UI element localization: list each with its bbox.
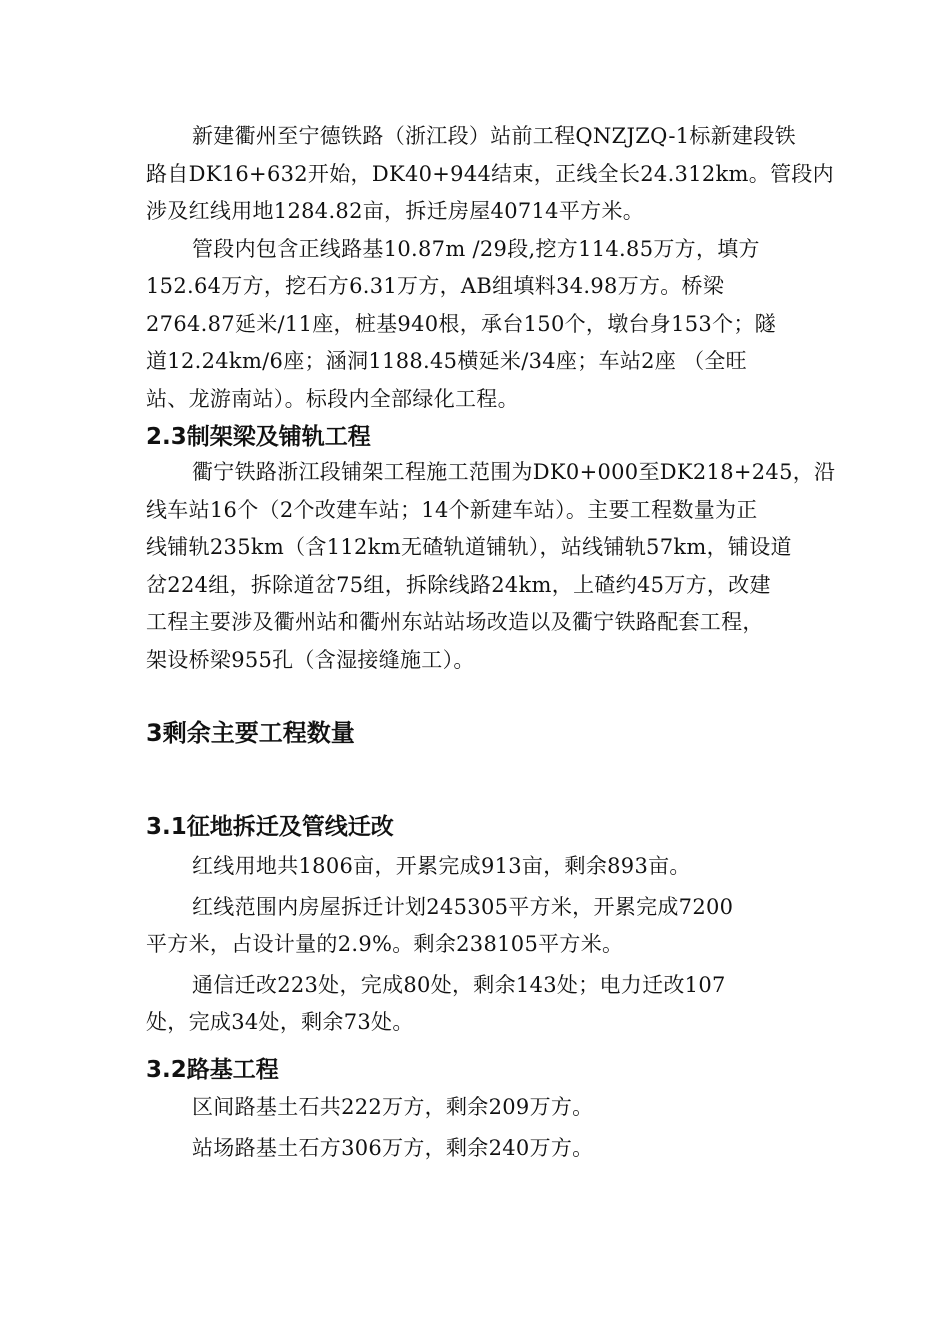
paragraph-land-use (146, 848, 806, 886)
text-line: 涉及红线用地1284.82亩，拆迁房屋40714平方米。 (146, 199, 645, 223)
text-line: 路自DK16+632开始，DK40+944结束，正线全长24.312km。管段内 (146, 161, 834, 186)
text-line: 线铺轨235km（含112km无碴轨道铺轨），站线铺轨57km，铺设道 (146, 535, 792, 559)
text-line: 衢宁铁路浙江段铺架工程施工范围为DK0+000至DK218+245，沿 (192, 460, 836, 484)
text-line: 新建衢州至宁德铁路（浙江段）站前工程QNZJZQ-1标新建段铁 (192, 124, 796, 148)
text-line: 通信迁改223处，完成80处，剩余143处；电力迁改107 (192, 972, 726, 997)
text-line: 152.64万方，挖石方6.31万方，AB组填料34.98万方。桥梁 (146, 274, 725, 298)
text-line: 工程主要涉及衢州站和衢州东站站场改造以及衢宁铁路配套工程， (146, 610, 764, 634)
text-line: 平方米，占设计量的2.9%。剩余238105平方米。 (146, 932, 624, 956)
paragraph-section-quantities (146, 231, 806, 419)
text-line: 道12.24km/6座；涵洞1188.45横延米/34座；车站2座 （全旺 (146, 349, 747, 373)
paragraph-track-laying (146, 454, 836, 679)
paragraph-project-overview (146, 118, 834, 231)
heading-3-2: 3.2路基工程 (146, 1056, 279, 1083)
text-line: 红线用地共1806亩，开累完成913亩，剩余893亩。 (192, 854, 691, 878)
paragraph-utility-relocation (146, 967, 806, 1042)
paragraph-house-demolition (146, 889, 806, 964)
text-line: 线车站16个（2个改建车站；14个新建车站）。主要工程数量为正 (146, 497, 758, 522)
text-line: 站场路基土石方306万方，剩余240万方。 (192, 1136, 594, 1160)
text-line: 区间路基土石共222万方，剩余209万方。 (192, 1094, 594, 1119)
text-line: 站、龙游南站）。标段内全部绿化工程。 (146, 386, 519, 411)
paragraph-station-earthwork (146, 1130, 806, 1168)
document-body (146, 118, 836, 1168)
paragraph-section-earthwork (146, 1089, 806, 1127)
text-line: 红线范围内房屋拆迁计划245305平方米，开累完成7200 (192, 894, 734, 919)
text-line: 架设桥梁955孔（含湿接缝施工）。 (146, 647, 475, 672)
text-line: 2764.87延米/11座，桩基940根，承台150个，墩台身153个；隧 (146, 311, 776, 336)
text-line: 处，完成34处，剩余73处。 (146, 1010, 414, 1034)
heading-3: 3剩余主要工程数量 (146, 719, 355, 747)
heading-3-1: 3.1征地拆迁及管线迁改 (146, 814, 394, 840)
text-line: 岔224组，拆除道岔75组，拆除线路24km，上碴约45万方，改建 (146, 572, 771, 597)
text-line: 管段内包含正线路基10.87m /29段,挖方114.85万方，填方 (192, 236, 760, 261)
heading-2-3: 2.3制架梁及铺轨工程 (146, 424, 371, 450)
